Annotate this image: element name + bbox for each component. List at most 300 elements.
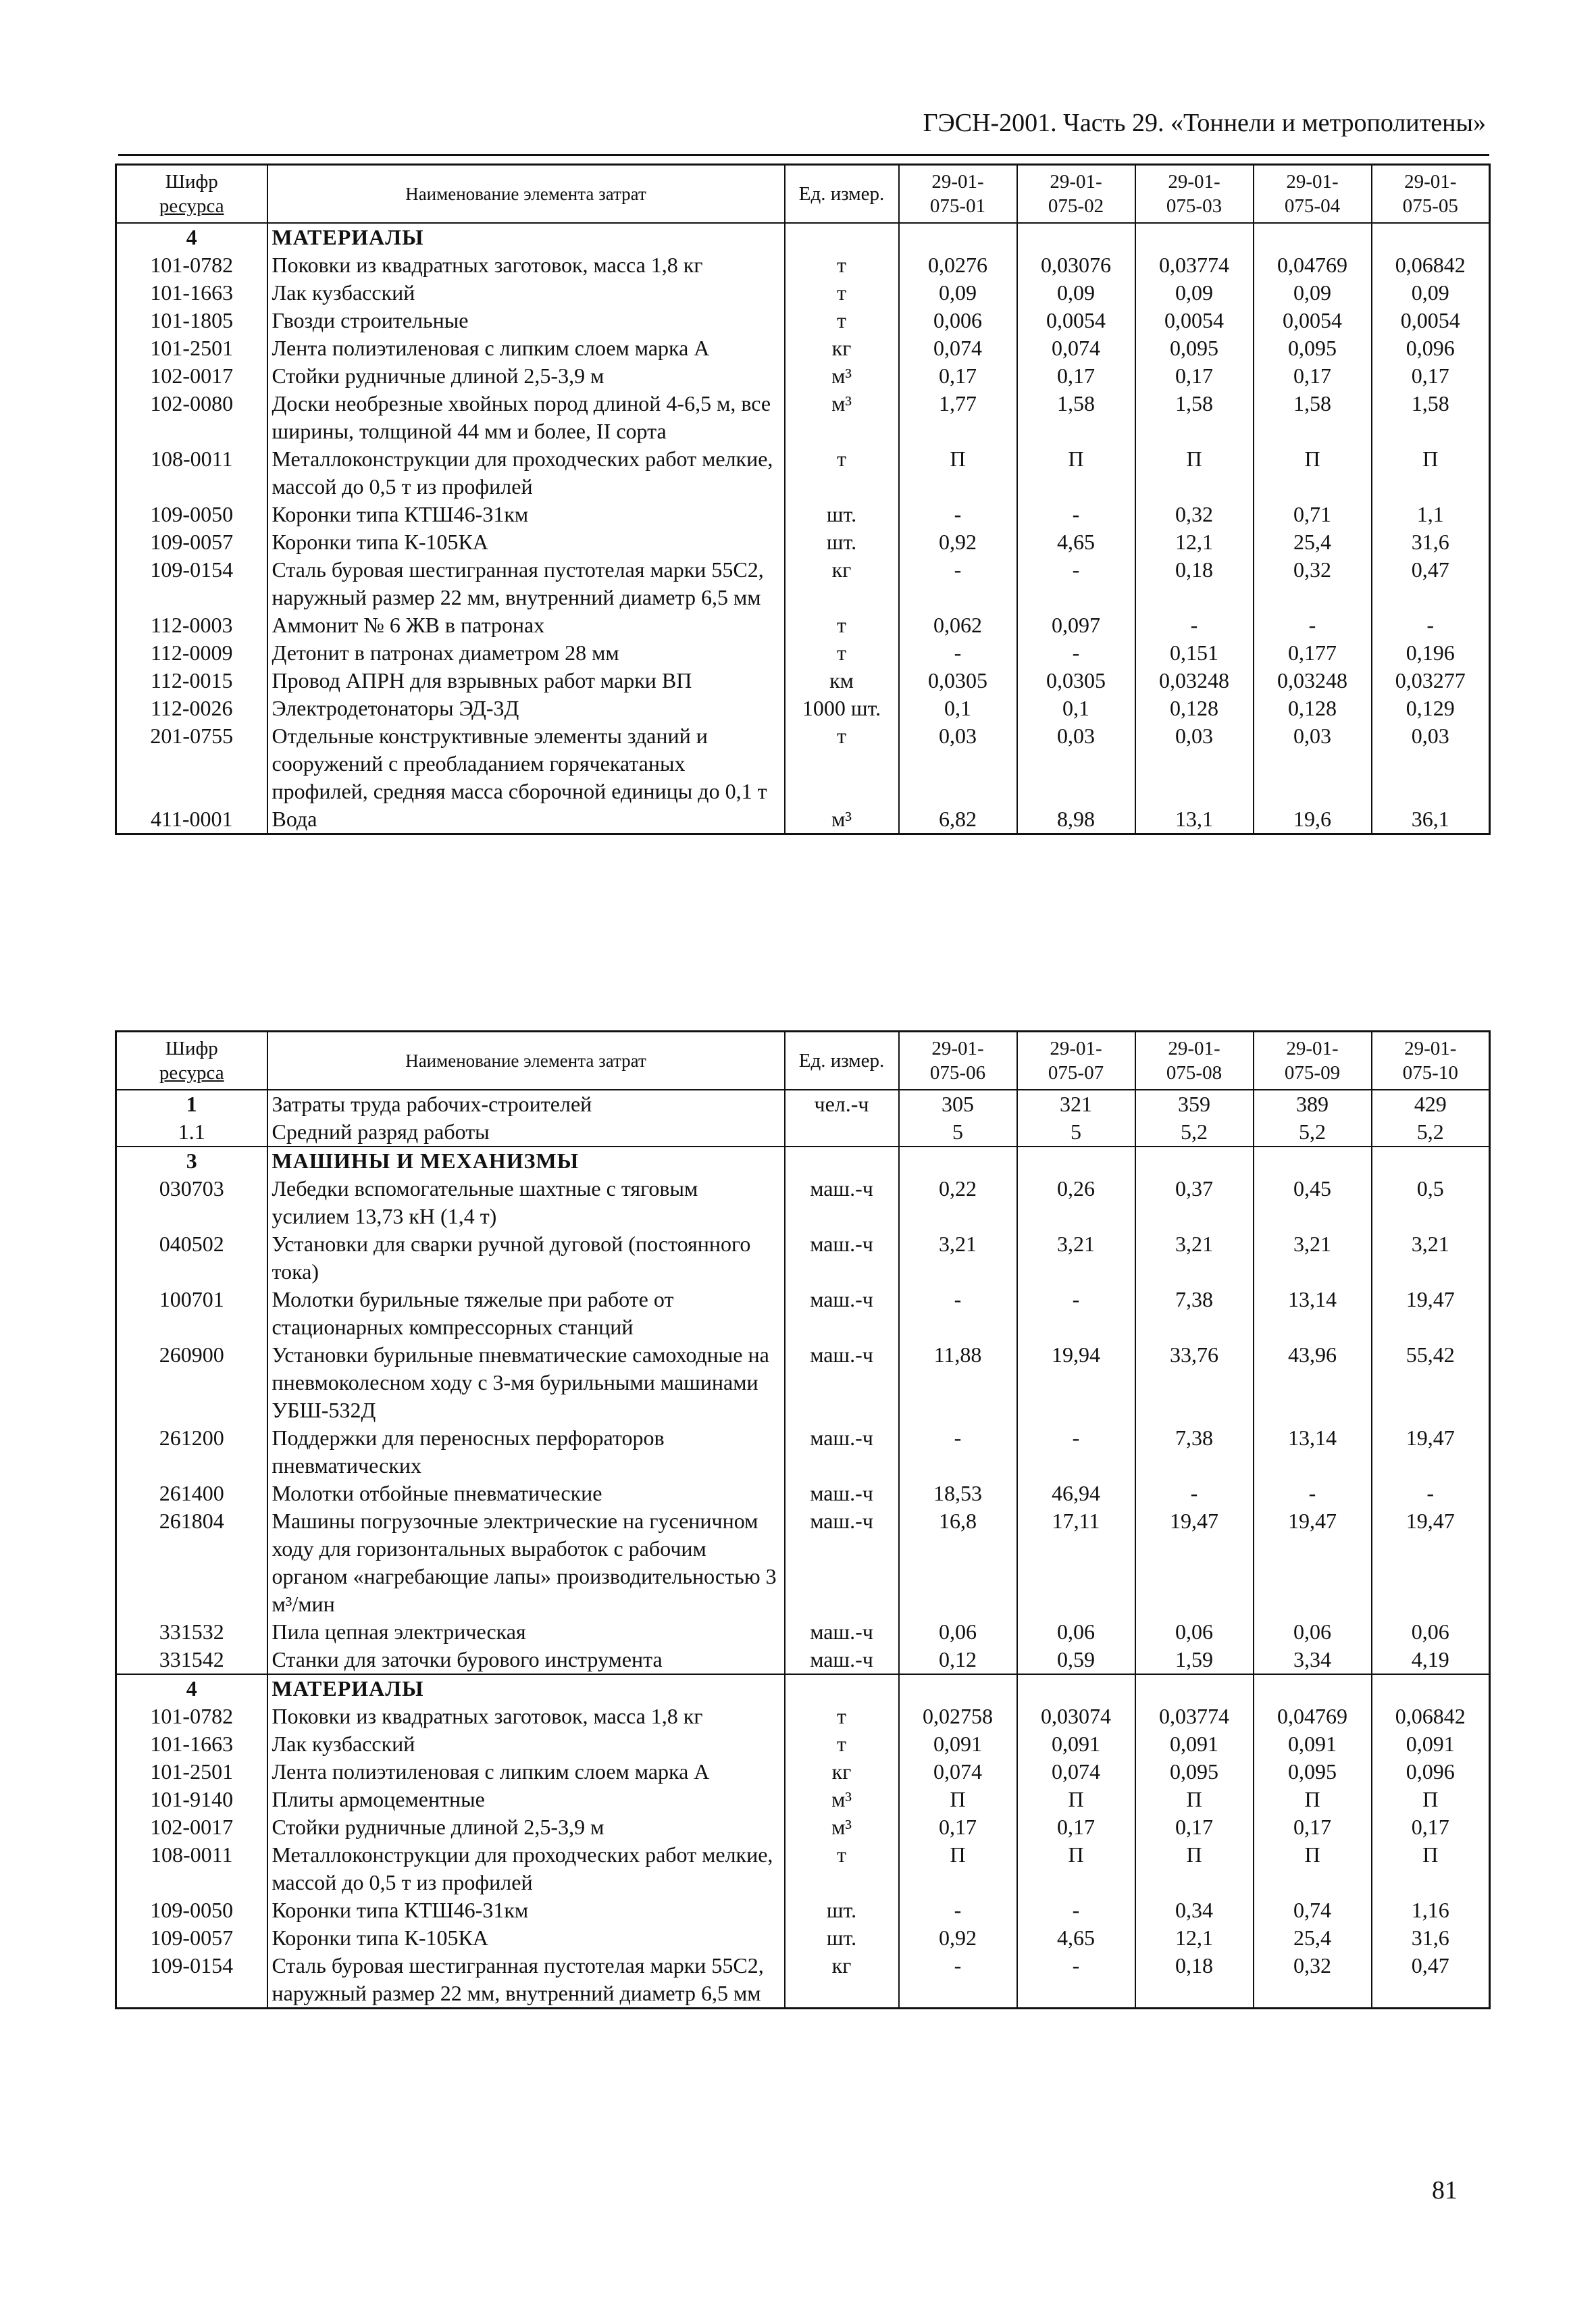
table-row xyxy=(116,1480,1490,1507)
resource-unit: маш.-ч xyxy=(785,1341,899,1424)
norm-value: 0,097 xyxy=(1017,611,1135,639)
resource-unit: шт. xyxy=(785,528,899,556)
resource-name: МАШИНЫ И МЕХАНИЗМЫ xyxy=(267,1147,785,1175)
norm-value: 0,17 xyxy=(1017,1813,1135,1841)
resource-code: 112-0026 xyxy=(116,695,267,722)
norm-value xyxy=(899,223,1017,251)
resource-name: Коронки типа К-105КА xyxy=(267,528,785,556)
resource-code: 109-0154 xyxy=(116,1952,267,2009)
resource-code: 109-0050 xyxy=(116,501,267,528)
norm-value: 0,02758 xyxy=(899,1703,1017,1730)
norm-value: 3,34 xyxy=(1254,1646,1372,1674)
norm-value: 3,21 xyxy=(1254,1230,1372,1286)
norm-value: - xyxy=(899,556,1017,611)
norm-value: П xyxy=(1372,1841,1490,1896)
norm-value: 1,1 xyxy=(1372,501,1490,528)
resource-code: 112-0003 xyxy=(116,611,267,639)
table-row xyxy=(116,1424,1490,1480)
table-row xyxy=(116,611,1490,639)
resource-code: 101-9140 xyxy=(116,1786,267,1813)
resource-unit xyxy=(785,1147,899,1175)
header-name: Наименование элемента затрат xyxy=(267,1032,785,1090)
norm-value: 0,92 xyxy=(899,528,1017,556)
resource-code: 030703 xyxy=(116,1175,267,1230)
norm-value: 5 xyxy=(899,1118,1017,1147)
section-row xyxy=(116,223,1490,251)
table-row xyxy=(116,1507,1490,1618)
resource-name: Коронки типа КТШ46-31км xyxy=(267,1896,785,1924)
norm-value: 0,09 xyxy=(1372,279,1490,307)
table-row xyxy=(116,1813,1490,1841)
norm-value: 19,94 xyxy=(1017,1341,1135,1424)
norm-value: 1,58 xyxy=(1017,390,1135,445)
norm-value: 0,37 xyxy=(1135,1175,1254,1230)
table-row xyxy=(116,1703,1490,1730)
norm-value: - xyxy=(899,501,1017,528)
norm-value: 321 xyxy=(1017,1090,1135,1118)
resource-unit: маш.-ч xyxy=(785,1618,899,1646)
norm-value: 0,09 xyxy=(1254,279,1372,307)
norm-value: 0,128 xyxy=(1135,695,1254,722)
header-code xyxy=(116,1032,267,1090)
resource-name: Коронки типа К-105КА xyxy=(267,1924,785,1952)
norm-value: 0,34 xyxy=(1135,1896,1254,1924)
norm-value: 1,77 xyxy=(899,390,1017,445)
norm-value: 0,0305 xyxy=(1017,667,1135,695)
norm-value: 0,06 xyxy=(1135,1618,1254,1646)
resource-code: 261804 xyxy=(116,1507,267,1618)
resource-name: Аммонит № 6 ЖВ в патронах xyxy=(267,611,785,639)
norm-value: 0,03076 xyxy=(1017,251,1135,279)
norm-value xyxy=(1254,1674,1372,1703)
norm-value: 0,47 xyxy=(1372,1952,1490,2009)
header-norm-4 xyxy=(1254,165,1372,224)
resource-name: Гвозди строительные xyxy=(267,307,785,334)
table-row xyxy=(116,1118,1490,1147)
norm-value: - xyxy=(1017,1952,1135,2009)
table-row xyxy=(116,528,1490,556)
norm-value: 11,88 xyxy=(899,1341,1017,1424)
norm-value: 5 xyxy=(1017,1118,1135,1147)
norm-value: П xyxy=(1254,445,1372,501)
norm-value: П xyxy=(1135,1786,1254,1813)
norm-value: 3,21 xyxy=(1135,1230,1254,1286)
table-row xyxy=(116,695,1490,722)
resource-unit: т xyxy=(785,611,899,639)
resource-code: 1 xyxy=(116,1090,267,1118)
resource-unit xyxy=(785,223,899,251)
norm-value: 0,177 xyxy=(1254,639,1372,667)
norm-value: 0,06 xyxy=(899,1618,1017,1646)
resource-code: 109-0057 xyxy=(116,528,267,556)
resource-table-075-01-05 xyxy=(115,164,1491,835)
header-norm-line1: 29-01- xyxy=(1286,1038,1339,1059)
norm-value: 0,03774 xyxy=(1135,1703,1254,1730)
norm-value: 0,074 xyxy=(1017,1758,1135,1786)
norm-value: 0,59 xyxy=(1017,1646,1135,1674)
resource-unit xyxy=(785,1674,899,1703)
norm-value xyxy=(1017,223,1135,251)
table-row xyxy=(116,1341,1490,1424)
norm-value: 0,151 xyxy=(1135,639,1254,667)
norm-value: 0,47 xyxy=(1372,556,1490,611)
resource-code: 101-1663 xyxy=(116,1730,267,1758)
resource-name: Сталь буровая шестигранная пустотелая марки 55С2, наружный размер 22 мм, внутренний диаметр 6,5 мм xyxy=(267,556,785,611)
resource-unit: т xyxy=(785,1703,899,1730)
norm-value: 3,21 xyxy=(899,1230,1017,1286)
header-norm-2 xyxy=(1017,1032,1135,1090)
header-norm-line2: 075-09 xyxy=(1284,1062,1341,1084)
norm-value xyxy=(1017,1674,1135,1703)
resource-code: 261400 xyxy=(116,1480,267,1507)
norm-value: 0,09 xyxy=(899,279,1017,307)
header-norm-3 xyxy=(1135,165,1254,224)
resource-code: 040502 xyxy=(116,1230,267,1286)
header-norm-5 xyxy=(1372,1032,1490,1090)
norm-value: 25,4 xyxy=(1254,528,1372,556)
resource-name: Вода xyxy=(267,805,785,834)
norm-value: 0,096 xyxy=(1372,334,1490,362)
resource-code: 109-0050 xyxy=(116,1896,267,1924)
resource-unit: чел.-ч xyxy=(785,1090,899,1118)
resource-name: Поковки из квадратных заготовок, масса 1,8 кг xyxy=(267,251,785,279)
norm-value: П xyxy=(1135,1841,1254,1896)
norm-value: 0,17 xyxy=(899,362,1017,390)
norm-value: 17,11 xyxy=(1017,1507,1135,1618)
table-row xyxy=(116,501,1490,528)
norm-value: 3,21 xyxy=(1372,1230,1490,1286)
norm-value: 19,47 xyxy=(1135,1507,1254,1618)
norm-value: - xyxy=(899,1952,1017,2009)
norm-value: 0,006 xyxy=(899,307,1017,334)
norm-value: 0,0054 xyxy=(1372,307,1490,334)
resource-name: Детонит в патронах диаметром 28 мм xyxy=(267,639,785,667)
norm-value: 1,58 xyxy=(1135,390,1254,445)
resource-code: 4 xyxy=(116,1674,267,1703)
resource-unit: м³ xyxy=(785,362,899,390)
norm-value: 0,03074 xyxy=(1017,1703,1135,1730)
norm-value: П xyxy=(899,1841,1017,1896)
norm-value: 4,65 xyxy=(1017,1924,1135,1952)
section-row xyxy=(116,1674,1490,1703)
resource-unit: кг xyxy=(785,1952,899,2009)
table-row xyxy=(116,251,1490,279)
header-code-line2: ресурса xyxy=(159,195,224,217)
table-row xyxy=(116,1618,1490,1646)
norm-value: 0,03 xyxy=(1135,722,1254,805)
header-norm-1 xyxy=(899,1032,1017,1090)
norm-value: 0,92 xyxy=(899,1924,1017,1952)
norm-value: 359 xyxy=(1135,1090,1254,1118)
header-norm-line2: 075-06 xyxy=(929,1062,986,1084)
header-norm-line1: 29-01- xyxy=(1168,1038,1220,1059)
norm-value: 0,06 xyxy=(1254,1618,1372,1646)
norm-value: 0,12 xyxy=(899,1646,1017,1674)
page-number: 81 xyxy=(1432,2176,1458,2205)
resource-unit: маш.-ч xyxy=(785,1230,899,1286)
norm-value: 0,091 xyxy=(1017,1730,1135,1758)
header-norm-line2: 075-03 xyxy=(1166,195,1222,217)
resource-unit: маш.-ч xyxy=(785,1424,899,1480)
norm-value: 5,2 xyxy=(1254,1118,1372,1147)
norm-value: 13,14 xyxy=(1254,1286,1372,1341)
norm-value: 0,17 xyxy=(899,1813,1017,1841)
header-norm-line1: 29-01- xyxy=(931,171,984,193)
norm-value: - xyxy=(1017,1424,1135,1480)
norm-value: 33,76 xyxy=(1135,1341,1254,1424)
norm-value: 0,128 xyxy=(1254,695,1372,722)
norm-value: 0,091 xyxy=(1135,1730,1254,1758)
norm-value: - xyxy=(1372,1480,1490,1507)
header-code-line2: ресурса xyxy=(159,1062,224,1084)
header-norm-line1: 29-01- xyxy=(931,1038,984,1059)
resource-name: Молотки отбойные пневматические xyxy=(267,1480,785,1507)
norm-value: 19,47 xyxy=(1372,1286,1490,1341)
norm-value: П xyxy=(1017,445,1135,501)
resource-unit: м³ xyxy=(785,805,899,834)
norm-value: 4,19 xyxy=(1372,1646,1490,1674)
resource-name: Средний разряд работы xyxy=(267,1118,785,1147)
norm-value xyxy=(1372,1674,1490,1703)
norm-value: - xyxy=(1254,611,1372,639)
resource-code: 101-2501 xyxy=(116,1758,267,1786)
resource-name: Поддержки для переносных перфораторов пневматических xyxy=(267,1424,785,1480)
norm-value: 0,0276 xyxy=(899,251,1017,279)
resource-name: Металлоконструкции для проходческих работ мелкие, массой до 0,5 т из профилей xyxy=(267,445,785,501)
resource-code: 108-0011 xyxy=(116,1841,267,1896)
norm-value: 0,095 xyxy=(1254,1758,1372,1786)
norm-value: - xyxy=(1017,639,1135,667)
norm-value: 0,1 xyxy=(1017,695,1135,722)
norm-value: 16,8 xyxy=(899,1507,1017,1618)
norm-value: 0,32 xyxy=(1254,1952,1372,2009)
resource-unit: маш.-ч xyxy=(785,1507,899,1618)
norm-value: 0,45 xyxy=(1254,1175,1372,1230)
resource-code: 1.1 xyxy=(116,1118,267,1147)
header-name: Наименование элемента затрат xyxy=(267,165,785,224)
norm-value: П xyxy=(1017,1841,1135,1896)
norm-value: 0,0054 xyxy=(1017,307,1135,334)
norm-value: 0,32 xyxy=(1135,501,1254,528)
resource-unit: кг xyxy=(785,334,899,362)
resource-name: Электродетонаторы ЭД-3Д xyxy=(267,695,785,722)
norm-value: П xyxy=(899,1786,1017,1813)
resource-name: Затраты труда рабочих-строителей xyxy=(267,1090,785,1118)
norm-value xyxy=(899,1147,1017,1175)
table-row xyxy=(116,1230,1490,1286)
resource-unit: шт. xyxy=(785,1924,899,1952)
norm-value: 31,6 xyxy=(1372,1924,1490,1952)
norm-value: 0,1 xyxy=(899,695,1017,722)
resource-code: 3 xyxy=(116,1147,267,1175)
header-norm-4 xyxy=(1254,1032,1372,1090)
norm-value xyxy=(1254,223,1372,251)
header-norm-3 xyxy=(1135,1032,1254,1090)
resource-name: Машины погрузочные электрические на гусеничном ходу для горизонтальных выработок с рабочим органом «нагребающие лапы» производительностью 3 м³/мин xyxy=(267,1507,785,1618)
resource-unit: маш.-ч xyxy=(785,1480,899,1507)
resource-code: 411-0001 xyxy=(116,805,267,834)
resource-code: 112-0015 xyxy=(116,667,267,695)
norm-value: 0,22 xyxy=(899,1175,1017,1230)
norm-value: 36,1 xyxy=(1372,805,1490,834)
norm-value: 0,091 xyxy=(899,1730,1017,1758)
norm-value: 0,17 xyxy=(1135,1813,1254,1841)
header-norm-line2: 075-05 xyxy=(1402,195,1458,217)
resource-name: Стойки рудничные длиной 2,5-3,9 м xyxy=(267,362,785,390)
table-row xyxy=(116,805,1490,834)
header-norm-line2: 075-02 xyxy=(1048,195,1104,217)
norm-value xyxy=(1135,1147,1254,1175)
resource-name: Коронки типа КТШ46-31км xyxy=(267,501,785,528)
norm-value: 0,18 xyxy=(1135,1952,1254,2009)
header-norm-line1: 29-01- xyxy=(1404,171,1457,193)
norm-value: 7,38 xyxy=(1135,1286,1254,1341)
norm-value: 0,129 xyxy=(1372,695,1490,722)
section-row xyxy=(116,1147,1490,1175)
norm-value: 0,095 xyxy=(1254,334,1372,362)
header-unit: Ед. измер. xyxy=(785,1032,899,1090)
norm-value: - xyxy=(899,1424,1017,1480)
norm-value: 305 xyxy=(899,1090,1017,1118)
resource-unit: т xyxy=(785,722,899,805)
norm-value: П xyxy=(1254,1841,1372,1896)
norm-value: - xyxy=(1017,556,1135,611)
resource-name: Металлоконструкции для проходческих работ мелкие, массой до 0,5 т из профилей xyxy=(267,1841,785,1896)
norm-value: 0,074 xyxy=(899,1758,1017,1786)
resource-code: 109-0154 xyxy=(116,556,267,611)
resource-code: 102-0017 xyxy=(116,1813,267,1841)
norm-value: 4,65 xyxy=(1017,528,1135,556)
norm-value: 0,17 xyxy=(1254,362,1372,390)
norm-value: 12,1 xyxy=(1135,528,1254,556)
norm-value: 0,03774 xyxy=(1135,251,1254,279)
norm-value: 0,04769 xyxy=(1254,251,1372,279)
resource-table-075-06-10 xyxy=(115,1030,1491,2009)
norm-value xyxy=(1017,1147,1135,1175)
table-row xyxy=(116,1286,1490,1341)
norm-value: 0,06 xyxy=(1017,1618,1135,1646)
norm-value: 0,06842 xyxy=(1372,251,1490,279)
norm-value: 19,47 xyxy=(1372,1507,1490,1618)
header-norm-line1: 29-01- xyxy=(1404,1038,1457,1059)
header-row xyxy=(116,1032,1490,1090)
norm-value: 0,03248 xyxy=(1254,667,1372,695)
norm-value: 1,58 xyxy=(1372,390,1490,445)
norm-value: 7,38 xyxy=(1135,1424,1254,1480)
norm-value: 1,59 xyxy=(1135,1646,1254,1674)
resource-code: 4 xyxy=(116,223,267,251)
resource-unit: 1000 шт. xyxy=(785,695,899,722)
resource-unit xyxy=(785,1118,899,1147)
norm-value: - xyxy=(1017,501,1135,528)
resource-name: Установки бурильные пневматические самоходные на пневмоколесном ходу с 3-мя бурильными машинами УБШ-532Д xyxy=(267,1341,785,1424)
norm-value: 0,17 xyxy=(1372,1813,1490,1841)
header-norm-line2: 075-08 xyxy=(1166,1062,1222,1084)
norm-value: 0,17 xyxy=(1254,1813,1372,1841)
norm-value: 1,16 xyxy=(1372,1896,1490,1924)
norm-value: 0,03 xyxy=(1372,722,1490,805)
norm-value: 5,2 xyxy=(1372,1118,1490,1147)
table-row xyxy=(116,1896,1490,1924)
resource-unit: м³ xyxy=(785,390,899,445)
norm-value: - xyxy=(1372,611,1490,639)
resource-unit: маш.-ч xyxy=(785,1175,899,1230)
resource-name: Лак кузбасский xyxy=(267,279,785,307)
norm-value: 3,21 xyxy=(1017,1230,1135,1286)
resource-code: 101-0782 xyxy=(116,1703,267,1730)
table-row xyxy=(116,362,1490,390)
norm-value: 0,74 xyxy=(1254,1896,1372,1924)
resource-name: Стойки рудничные длиной 2,5-3,9 м xyxy=(267,1813,785,1841)
table-body xyxy=(116,1032,1490,2009)
resource-unit: шт. xyxy=(785,501,899,528)
table-row xyxy=(116,334,1490,362)
header-code xyxy=(116,165,267,224)
norm-value: 389 xyxy=(1254,1090,1372,1118)
table-row xyxy=(116,1730,1490,1758)
resource-name: Отдельные конструктивные элементы зданий и сооружений с преобладанием горячекатаных профилей, средняя масса сборочной единицы до 0,1 т xyxy=(267,722,785,805)
header-code-line1: Шифр xyxy=(165,1038,218,1059)
norm-value: П xyxy=(899,445,1017,501)
table-row xyxy=(116,307,1490,334)
norm-value: 12,1 xyxy=(1135,1924,1254,1952)
resource-unit: т xyxy=(785,445,899,501)
norm-value: 0,06842 xyxy=(1372,1703,1490,1730)
table-row xyxy=(116,1786,1490,1813)
resource-code: 100701 xyxy=(116,1286,267,1341)
norm-value: 0,03 xyxy=(1254,722,1372,805)
norm-value: 0,196 xyxy=(1372,639,1490,667)
resource-name: МАТЕРИАЛЫ xyxy=(267,223,785,251)
norm-value: 0,062 xyxy=(899,611,1017,639)
norm-value: П xyxy=(1372,1786,1490,1813)
header-norm-1 xyxy=(899,165,1017,224)
norm-value: - xyxy=(1017,1896,1135,1924)
resource-name: Лента полиэтиленовая с липким слоем марка А xyxy=(267,334,785,362)
norm-value: П xyxy=(1135,445,1254,501)
resource-name: Провод АПРН для взрывных работ марки ВП xyxy=(267,667,785,695)
resource-code: 101-2501 xyxy=(116,334,267,362)
table-row xyxy=(116,1758,1490,1786)
resource-code: 101-0782 xyxy=(116,251,267,279)
resource-unit: м³ xyxy=(785,1813,899,1841)
norm-value: 46,94 xyxy=(1017,1480,1135,1507)
norm-value: 0,18 xyxy=(1135,556,1254,611)
norm-value: 0,096 xyxy=(1372,1758,1490,1786)
resource-name: Молотки бурильные тяжелые при работе от стационарных компрессорных станций xyxy=(267,1286,785,1341)
norm-value: 0,09 xyxy=(1135,279,1254,307)
table-row xyxy=(116,639,1490,667)
resource-unit: км xyxy=(785,667,899,695)
norm-value: 0,26 xyxy=(1017,1175,1135,1230)
norm-value: П xyxy=(1372,445,1490,501)
norm-value: 25,4 xyxy=(1254,1924,1372,1952)
resource-unit: т xyxy=(785,1730,899,1758)
resource-unit: т xyxy=(785,251,899,279)
norm-value xyxy=(1372,223,1490,251)
resource-unit: т xyxy=(785,307,899,334)
norm-value: 13,14 xyxy=(1254,1424,1372,1480)
norm-value xyxy=(1135,1674,1254,1703)
table-body xyxy=(116,165,1490,834)
norm-value: П xyxy=(1254,1786,1372,1813)
norm-value: 19,47 xyxy=(1254,1507,1372,1618)
norm-value: 0,0054 xyxy=(1254,307,1372,334)
norm-value xyxy=(1372,1147,1490,1175)
norm-value: 5,2 xyxy=(1135,1118,1254,1147)
resource-code: 112-0009 xyxy=(116,639,267,667)
resource-name: Пила цепная электрическая xyxy=(267,1618,785,1646)
